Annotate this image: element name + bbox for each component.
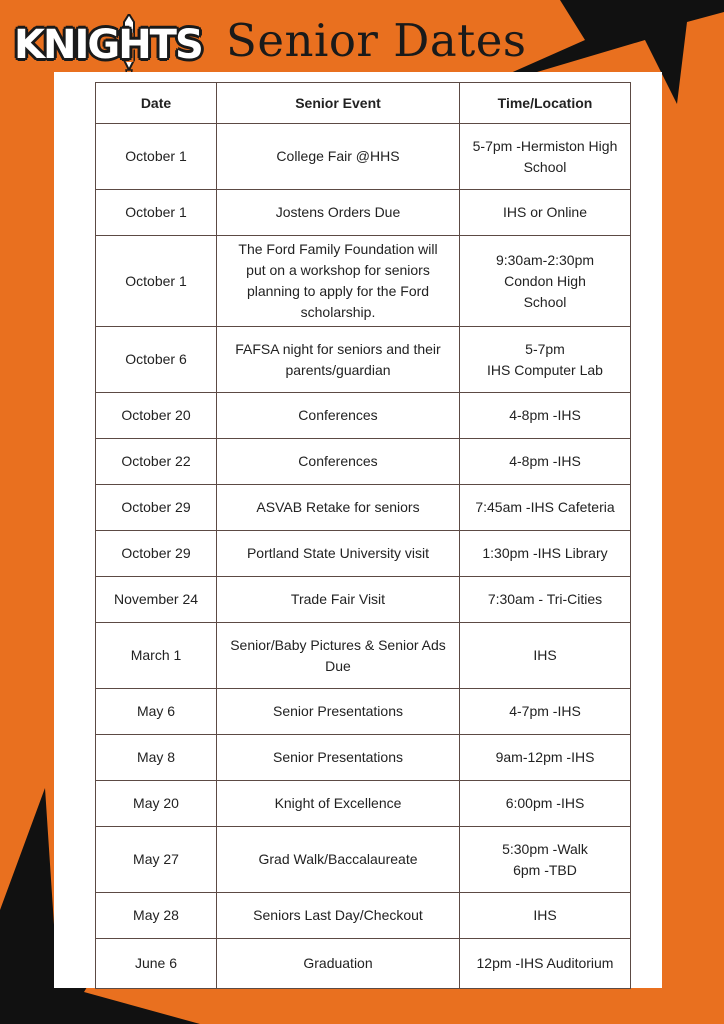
time-location-cell: IHS or Online [460,190,631,236]
time-location-cell: 7:30am - Tri-Cities [460,577,631,623]
date-cell: May 8 [96,735,217,781]
event-cell: FAFSA night for seniors and their parents/guardian [217,327,460,393]
time-location-cell: 4-8pm -IHS [460,439,631,485]
time-location-cell: 5-7pm -Hermiston High School [460,124,631,190]
table-row [96,531,631,577]
time-line: 5-7pm [525,340,565,357]
time-line: 5:30pm -Walk [502,840,588,857]
page-title: Senior Dates [226,14,527,67]
time-location-cell [460,327,631,393]
time-location-cell: 12pm -IHS Auditorium [460,939,631,989]
senior-dates-table [95,82,631,989]
table-row [96,939,631,989]
event-cell: ASVAB Retake for seniors [217,485,460,531]
event-cell: Conferences [217,393,460,439]
date-cell: October 29 [96,485,217,531]
table-row [96,393,631,439]
date-cell: March 1 [96,623,217,689]
column-header-event: Senior Event [217,83,460,124]
table-row [96,689,631,735]
date-cell: May 27 [96,827,217,893]
table-row [96,124,631,190]
table-row [96,735,631,781]
date-cell: October 29 [96,531,217,577]
table-row [96,781,631,827]
time-location-cell: 4-7pm -IHS [460,689,631,735]
event-cell: College Fair @HHS [217,124,460,190]
event-cell: Conferences [217,439,460,485]
location-line: 6pm -TBD [513,861,577,878]
event-cell: Graduation [217,939,460,989]
date-cell: October 6 [96,327,217,393]
date-cell: October 1 [96,124,217,190]
time-location-cell: 7:45am -IHS Cafeteria [460,485,631,531]
location-line: IHS Computer Lab [487,361,603,378]
time-location-cell: 1:30pm -IHS Library [460,531,631,577]
event-cell: Senior Presentations [217,735,460,781]
time-location-cell: 4-8pm -IHS [460,393,631,439]
column-header-date: Date [96,83,217,124]
date-cell: October 1 [96,236,217,327]
date-cell: June 6 [96,939,217,989]
date-cell: October 1 [96,190,217,236]
date-cell: October 22 [96,439,217,485]
event-cell: The Ford Family Foundation will put on a workshop for seniors planning to apply for the Ford scholarship. [217,236,460,327]
date-cell: May 20 [96,781,217,827]
event-cell: Grad Walk/Baccalaureate [217,827,460,893]
date-cell: November 24 [96,577,217,623]
knights-logo [12,14,202,76]
event-cell: Seniors Last Day/Checkout [217,893,460,939]
event-cell: Portland State University visit [217,531,460,577]
table-row [96,236,631,327]
table-row [96,485,631,531]
column-header-time-location: Time/Location [460,83,631,124]
time-location-cell: 9am-12pm -IHS [460,735,631,781]
time-location-cell: 6:00pm -IHS [460,781,631,827]
event-cell: Knight of Excellence [217,781,460,827]
logo-text: KNIGHTS [14,22,202,68]
table-row [96,827,631,893]
table-row [96,893,631,939]
table-row [96,623,631,689]
event-cell: Senior/Baby Pictures & Senior Ads Due [217,623,460,689]
table-header-row [96,83,631,124]
table-row [96,327,631,393]
date-cell: May 6 [96,689,217,735]
table-row [96,577,631,623]
date-cell: October 20 [96,393,217,439]
table-row [96,190,631,236]
event-cell: Jostens Orders Due [217,190,460,236]
date-cell: May 28 [96,893,217,939]
time-location-cell [460,827,631,893]
event-cell: Senior Presentations [217,689,460,735]
time-location-cell: IHS [460,623,631,689]
time-location-cell: IHS [460,893,631,939]
time-location-cell: 9:30am-2:30pm Condon High School [460,236,631,327]
table-row [96,439,631,485]
event-cell: Trade Fair Visit [217,577,460,623]
